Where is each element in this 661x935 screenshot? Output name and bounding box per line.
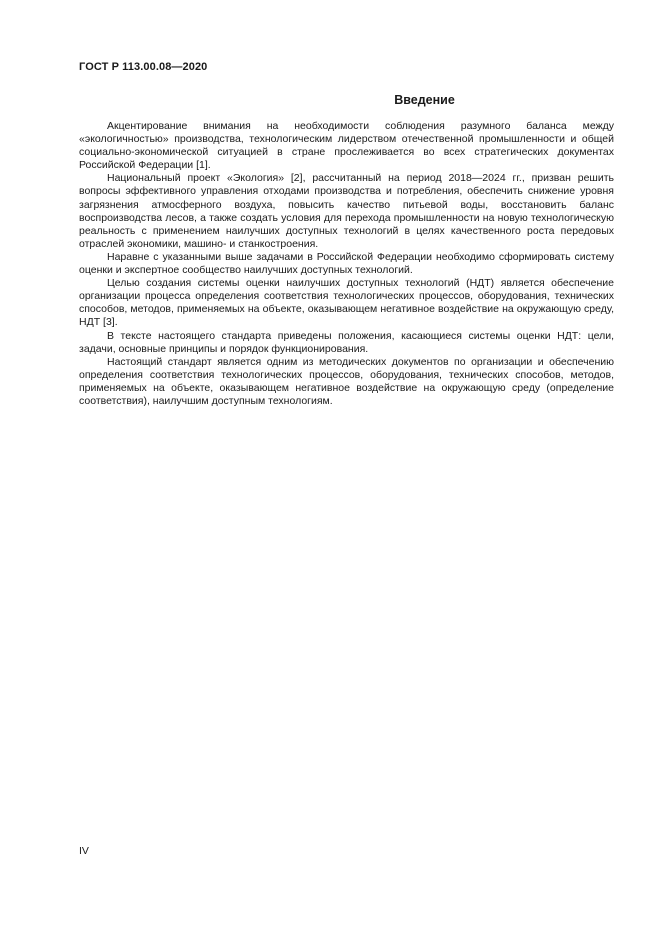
paragraph: Наравне с указанными выше задачами в Российской Федерации необходимо сформировать систему оценки и экспертное сообщество наилучших доступных технологий. [79, 250, 614, 277]
body-text [79, 120, 614, 408]
paragraph: Акцентирование внимания на необходимости соблюдения разумного баланса между «экологичностью» производства, технологическим лидерством отечественной промышленности и общей социально-экономической ситуацией в стране прослеживается во всех стратегических документах Российской Федерации [1]. [79, 120, 614, 172]
document-code-header: ГОСТ Р 113.00.08—2020 [79, 61, 208, 73]
section-title-text: Введение [394, 93, 455, 107]
paragraph: Национальный проект «Экология» [2], рассчитанный на период 2018—2024 гг., призван решить вопросы эффективного управления отходами производства и потребления, обеспечить снижение уровня загрязнения атмосферного воздуха, повысить качество питьевой воды, восстановить баланс воспроизводства лесов, а также создать условия для перехода промышленности на новую технологическую реальность с применением наилучших доступных технологий в целях качественного роста передовых отраслей экономики, машино- и станкостроения. [79, 172, 614, 250]
section-title [79, 93, 614, 107]
paragraph: Целью создания системы оценки наилучших доступных технологий (НДТ) является обеспечение организации процесса определения соответствия технологических процессов, оборудования, технических способов, методов, применяемых на объекте, оказывающем негативное воздействие на окружающую среду, НДТ [3]. [79, 277, 614, 329]
page-number: IV [79, 845, 89, 857]
paragraph: Настоящий стандарт является одним из методических документов по организации и обеспечению определения соответствия технологических процессов, оборудования, технических способов, методов, применяемых на объекте, оказывающем негативное воздействие на окружающую среду (определение соответствия), наилучшим доступным технологиям. [79, 355, 614, 407]
paragraph: В тексте настоящего стандарта приведены положения, касающиеся системы оценки НДТ: цели, задачи, основные принципы и порядок функционирования. [79, 329, 614, 355]
